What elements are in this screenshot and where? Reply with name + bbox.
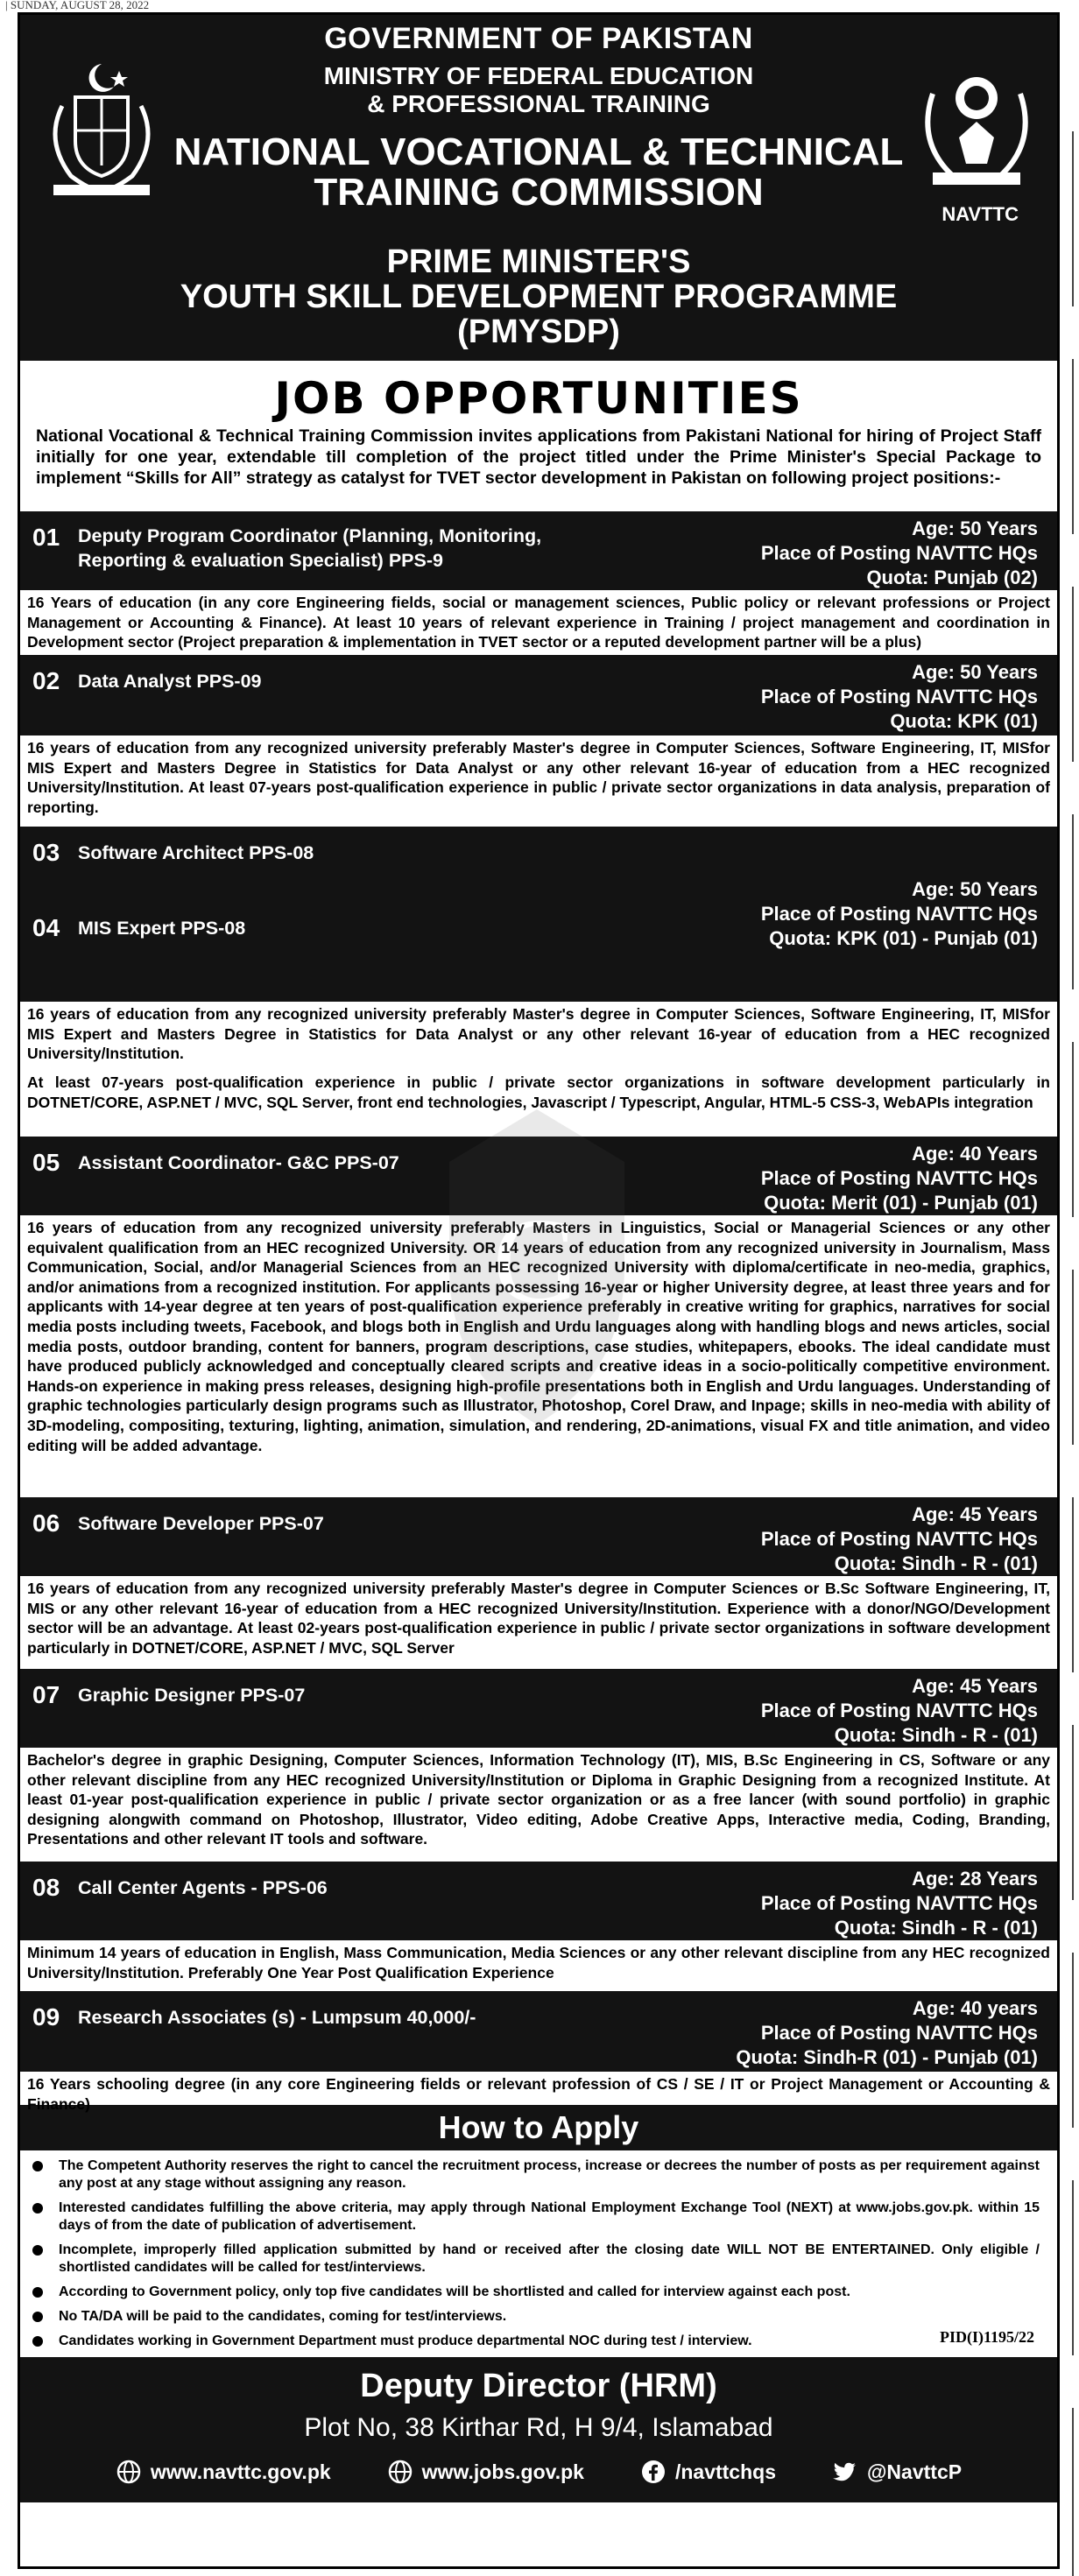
job-number-second: 04 xyxy=(32,914,60,941)
job-description-03-04: 16 years of education from any recognized university preferably Master's degree in Computer Sciences, Software Engineering, IT, MISfor MIS Expert and Masters Degree in Statistics for Data Analyst or any other relevant 16-year of education from a HEC recognized University/Institution. xyxy=(27,1005,1050,1063)
job-description-06: 16 years of education from any recognized university preferably Master's degree in Computer Sciences or B.Sc Software Engineering, IT, MIS or any other relevant 16-year of education from a HEC recognized University/Institution. Experience with a donor/NGO/Development sector will be an advantage. At least 02-years post-qualification experience in public / private sector organizations in software development particularly in DOTNET/CORE, ASP.NET / MVC, SQL Server xyxy=(27,1580,1050,1657)
job-title: Software Developer PPS-07 xyxy=(78,1513,324,1534)
list-item-text: Candidates working in Government Department must produce departmental NOC during test / interview. xyxy=(59,2333,752,2348)
job-posting: Place of Posting NAVTTC HQs xyxy=(760,1167,1038,1189)
job-header-06 xyxy=(20,1497,1057,1576)
government-heading: GOVERNMENT OF PAKISTAN xyxy=(324,22,753,55)
contact-address: Plot No, 38 Kirthar Rd, H 9/4, Islamabad xyxy=(304,2413,773,2442)
job-description-05: 16 years of education from any recognized university preferably Masters in Linguistics, Social or Managerial Sciences or any other equivalent qualification from an HEC recognized University. OR 14 years of education from any recognized university in Journalism, Mass Communication, Social, and/or Managerial Sciences from an HEC recognized University with diploma/certificate in neo-media, graphics, and/or animations from a recognized institution. For applicants possessing 16-year or higher University degree, at least three years and for applicants with 14-year degree at ten years of post-qualification experience preferably in creative writing for graphics, narratives for social media posts including tweets, Facebook, and blogs both in English and Urdu languages along with handling blogs and news articles, social media posts, outdoor branding, content for banners, program descriptions, case studies, whitepapers, ebooks. The ideal candidate must have produced publicly acknowledged and conceptually cleared scripts and creative ideas in a socio-politically competitive environment. Hands-on experience in making press releases, designing high-profile presentations both in English and Urdu languages. Understanding of graphic technologies particularly design programs such as Illustrator, Photoshop, Corel Draw, and Inpage; skills in neo-media with ability of 3D-modeling, compositing, texturing, lighting, animation, simulation, and rendering, 2D-animations, visual FX and title animation, and video editing will be added advantage. xyxy=(27,1219,1050,1454)
programme-heading-line2: YOUTH SKILL DEVELOPMENT PROGRAMME xyxy=(180,278,898,315)
job-posting: Place of Posting NAVTTC HQs xyxy=(760,903,1038,925)
job-age: Age: 50 Years xyxy=(912,517,1038,539)
job-quota: Quota: Sindh - R - (01) xyxy=(834,1917,1038,1939)
job-age: Age: 40 Years xyxy=(912,1143,1038,1165)
list-item-text: The Competent Authority reserves the right to cancel the recruitment process, increase or decrees the number of posts as per requirement against any post at any stage without assigning any reason. xyxy=(59,2158,1040,2191)
twitter-icon xyxy=(832,2459,858,2485)
list-item-text: According to Government policy, only top five candidates will be shortlisted and called for interview against each post. xyxy=(59,2284,850,2299)
job-header-02 xyxy=(20,655,1057,735)
publication-id: PID(I)1195/22 xyxy=(940,2328,1034,2346)
navttc-logo-text: NAVTTC xyxy=(941,203,1019,225)
job-meta xyxy=(736,1996,1038,2070)
list-item xyxy=(59,2308,1040,2326)
intro-paragraph: National Vocational & Technical Training Commission invites applications from Pakistani National for hiring of Project Staff initially for one year, extendable till completion of the project titled under the Prime Minister's Special Package to implement “Skills for All” strategy as catalyst for TVET sector development in Pakistan on following project positions:- xyxy=(36,426,1041,488)
ministry-heading-line2: & PROFESSIONAL TRAINING xyxy=(367,90,710,117)
job-quota: Quota: Punjab (02) xyxy=(866,567,1038,588)
job-title-second: MIS Expert PPS-08 xyxy=(78,918,246,939)
job-age: Age: 50 Years xyxy=(912,661,1038,683)
commission-heading: NATIONAL VOCATIONAL & TECHNICAL xyxy=(173,130,904,173)
ad-footer xyxy=(20,2357,1057,2502)
job-header-03-04 xyxy=(20,827,1057,1002)
job-meta xyxy=(761,660,1038,734)
job-number: 02 xyxy=(32,667,60,694)
job-posting: Place of Posting NAVTTC HQs xyxy=(760,1528,1038,1550)
job-number: 05 xyxy=(32,1149,60,1176)
job-meta xyxy=(761,1674,1038,1748)
job-meta xyxy=(761,1867,1038,1940)
bullet-icon xyxy=(32,2245,43,2256)
job-age: Age: 45 Years xyxy=(912,1675,1038,1697)
jobs-portal-link[interactable] xyxy=(387,2459,584,2485)
how-to-apply-list xyxy=(20,2150,1057,2357)
bullet-icon xyxy=(32,2336,43,2347)
programme-acronym: (PMYSDP) xyxy=(457,313,620,350)
job-number: 07 xyxy=(32,1681,60,1708)
job-quota: Quota: Sindh - R - (01) xyxy=(834,1552,1038,1574)
job-header-05 xyxy=(20,1137,1057,1215)
adjacent-page-edge xyxy=(1067,0,1079,2576)
job-title: Graphic Designer PPS-07 xyxy=(78,1685,306,1706)
job-title xyxy=(78,524,541,573)
programme-heading: PRIME MINISTER'S xyxy=(386,243,691,280)
job-quota: Quota: Sindh-R (01) - Punjab (01) xyxy=(736,2046,1038,2068)
twitter-link[interactable] xyxy=(832,2459,962,2485)
website-link-text: www.navttc.gov.pk xyxy=(150,2460,331,2483)
list-item xyxy=(59,2284,1040,2301)
job-header-07 xyxy=(20,1669,1057,1748)
globe-icon xyxy=(116,2459,142,2485)
job-posting: Place of Posting NAVTTC HQs xyxy=(760,686,1038,707)
job-number: 03 xyxy=(32,839,60,866)
job-age: Age: 50 Years xyxy=(912,878,1038,900)
twitter-link-text: @NavttcP xyxy=(867,2460,963,2483)
job-meta xyxy=(761,1142,1038,1215)
job-age: Age: 28 Years xyxy=(912,1868,1038,1890)
website-link[interactable] xyxy=(116,2459,331,2485)
job-quota: Quota: Merit (01) - Punjab (01) xyxy=(764,1192,1038,1214)
bullet-icon xyxy=(32,2312,43,2322)
job-age: Age: 40 years xyxy=(912,1997,1038,2019)
job-header-01 xyxy=(20,511,1057,590)
job-quota: Quota: KPK (01) xyxy=(890,710,1038,732)
ad-header xyxy=(20,15,1057,361)
job-meta xyxy=(761,1503,1038,1576)
bullet-icon xyxy=(32,2203,43,2214)
job-description-01: 16 Years of education (in any core Engineering fields, social or management sciences, Public policy or relevant professions or Project Management or Accounting & Finance). At least 10 years of relevant experience in Training / project management and coordination in Development sector (Project preparation & implementation in TVET sector or a reputed development partner will be a plus) xyxy=(27,594,1050,651)
list-item-text: No TA/DA will be paid to the candidates, coming for test/interviews. xyxy=(59,2309,507,2324)
facebook-link-text: /navttchqs xyxy=(674,2460,776,2483)
commission-heading-line2: TRAINING COMMISSION xyxy=(314,171,764,214)
bullet-icon xyxy=(32,2287,43,2298)
job-posting: Place of Posting NAVTTC HQs xyxy=(760,1700,1038,1721)
list-item xyxy=(59,2242,1040,2277)
bullet-icon xyxy=(32,2161,43,2171)
job-description-07: Bachelor's degree in graphic Designing, Computer Sciences, Information Technology (IT), MIS, B.Sc Engineering in CS, Software or any other relevant discipline from any HEC recognized University/Institution or Diploma in Graphic Designing from a recognized Institute. At least 01-year post-qualification experience in public / private sector organization or as a free lancer (with sound portfolio) in graphic designing alongwith command on Photoshop, Illustrator, Video editing, Adobe Creative Apps, Interactive media, Coding, Branding, Presentations and other relevant IT tools and software. xyxy=(27,1751,1050,1848)
ministry-heading: MINISTRY OF FEDERAL EDUCATION xyxy=(323,62,754,89)
job-posting: Place of Posting NAVTTC HQs xyxy=(760,1892,1038,1914)
job-description-09: 16 Years schooling degree (in any core Engineering fields or relevant profession of CS / SE / IT or Project Management or Accounting & Finance) xyxy=(27,2075,1050,2113)
list-item xyxy=(59,2199,1040,2235)
job-number: 01 xyxy=(32,524,60,551)
dateline: | SUNDAY, AUGUST 28, 2022 xyxy=(5,0,150,11)
job-header-09 xyxy=(20,1991,1057,2072)
job-meta xyxy=(761,517,1038,590)
job-title: Call Center Agents - PPS-06 xyxy=(78,1877,328,1898)
jobs-portal-link-text: www.jobs.gov.pk xyxy=(421,2460,584,2483)
globe-icon xyxy=(387,2459,413,2485)
list-item xyxy=(59,2333,1040,2350)
job-advertisement xyxy=(18,12,1060,2569)
svg-text:G: G xyxy=(492,1193,582,1329)
job-title: Assistant Coordinator- G&C PPS-07 xyxy=(78,1152,399,1173)
facebook-icon xyxy=(640,2459,666,2485)
job-age: Age: 45 Years xyxy=(912,1503,1038,1525)
job-posting: Place of Posting NAVTTC HQs xyxy=(760,2022,1038,2044)
list-item-text: Incomplete, improperly filled application submitted by hand or received after the closing date WILL NOT BE ENTERTAINED. Only eligible / shortlisted candidates will be called for test/interviews. xyxy=(59,2242,1040,2275)
job-title-line1: Deputy Program Coordinator (Planning, Monitoring, xyxy=(78,525,542,546)
job-description-03-04-experience: At least 07-years post-qualification experience in public / private sector organizations in software development particularly in DOTNET/CORE, ASP.NET / MVC, SQL Server, front end technologies, Javascript / Typescript, Angular, HTML-5 CSS-3, WebAPIs integration xyxy=(27,1073,1050,1111)
job-description-02: 16 years of education from any recognized university preferably Master's degree in Computer Sciences, Software Engineering, IT, MISfor MIS Expert and Masters Degree in Statistics for Data Analyst or any other relevant 16-year of education from a HEC recognized University/Institution. At least 07-years post-qualification experience in public / private sector organizations in data analysis, preparation of reporting. xyxy=(27,739,1050,816)
facebook-link[interactable] xyxy=(640,2459,776,2485)
list-item-text: Interested candidates fulfilling the above criteria, may apply through National Employment Exchange Tool (NEXT) at www.jobs.gov.pk. within 15 days of from the date of publication of advertisement. xyxy=(59,2200,1040,2233)
job-posting: Place of Posting NAVTTC HQs xyxy=(760,542,1038,564)
page-title: JOB OPPORTUNITIES xyxy=(274,373,803,424)
job-quota: Quota: Sindh - R - (01) xyxy=(834,1724,1038,1746)
job-number: 09 xyxy=(32,2003,60,2031)
contact-links xyxy=(20,2459,1057,2485)
job-number: 08 xyxy=(32,1874,60,1901)
how-to-apply-heading: How to Apply xyxy=(20,2105,1057,2150)
job-meta xyxy=(761,877,1038,951)
job-description-08: Minimum 14 years of education in English, Mass Communication, Media Sciences or any other relevant discipline from any HEC recognized University/Institution. Preferably One Year Post Qualification Experience xyxy=(27,1944,1050,1981)
job-number: 06 xyxy=(32,1510,60,1537)
list-item xyxy=(59,2157,1040,2192)
navttc-logo-icon xyxy=(906,50,1047,208)
job-title-line2: Reporting & evaluation Specialist) PPS-9 xyxy=(78,550,443,571)
job-title: Research Associates (s) - Lumpsum 40,000/- xyxy=(78,2007,476,2028)
job-quota: Quota: KPK (01) - Punjab (01) xyxy=(769,927,1038,949)
contact-title: Deputy Director (HRM) xyxy=(360,2368,717,2404)
job-title: Software Architect PPS-08 xyxy=(78,842,314,863)
job-title: Data Analyst PPS-09 xyxy=(78,671,262,692)
job-header-08 xyxy=(20,1862,1057,1940)
